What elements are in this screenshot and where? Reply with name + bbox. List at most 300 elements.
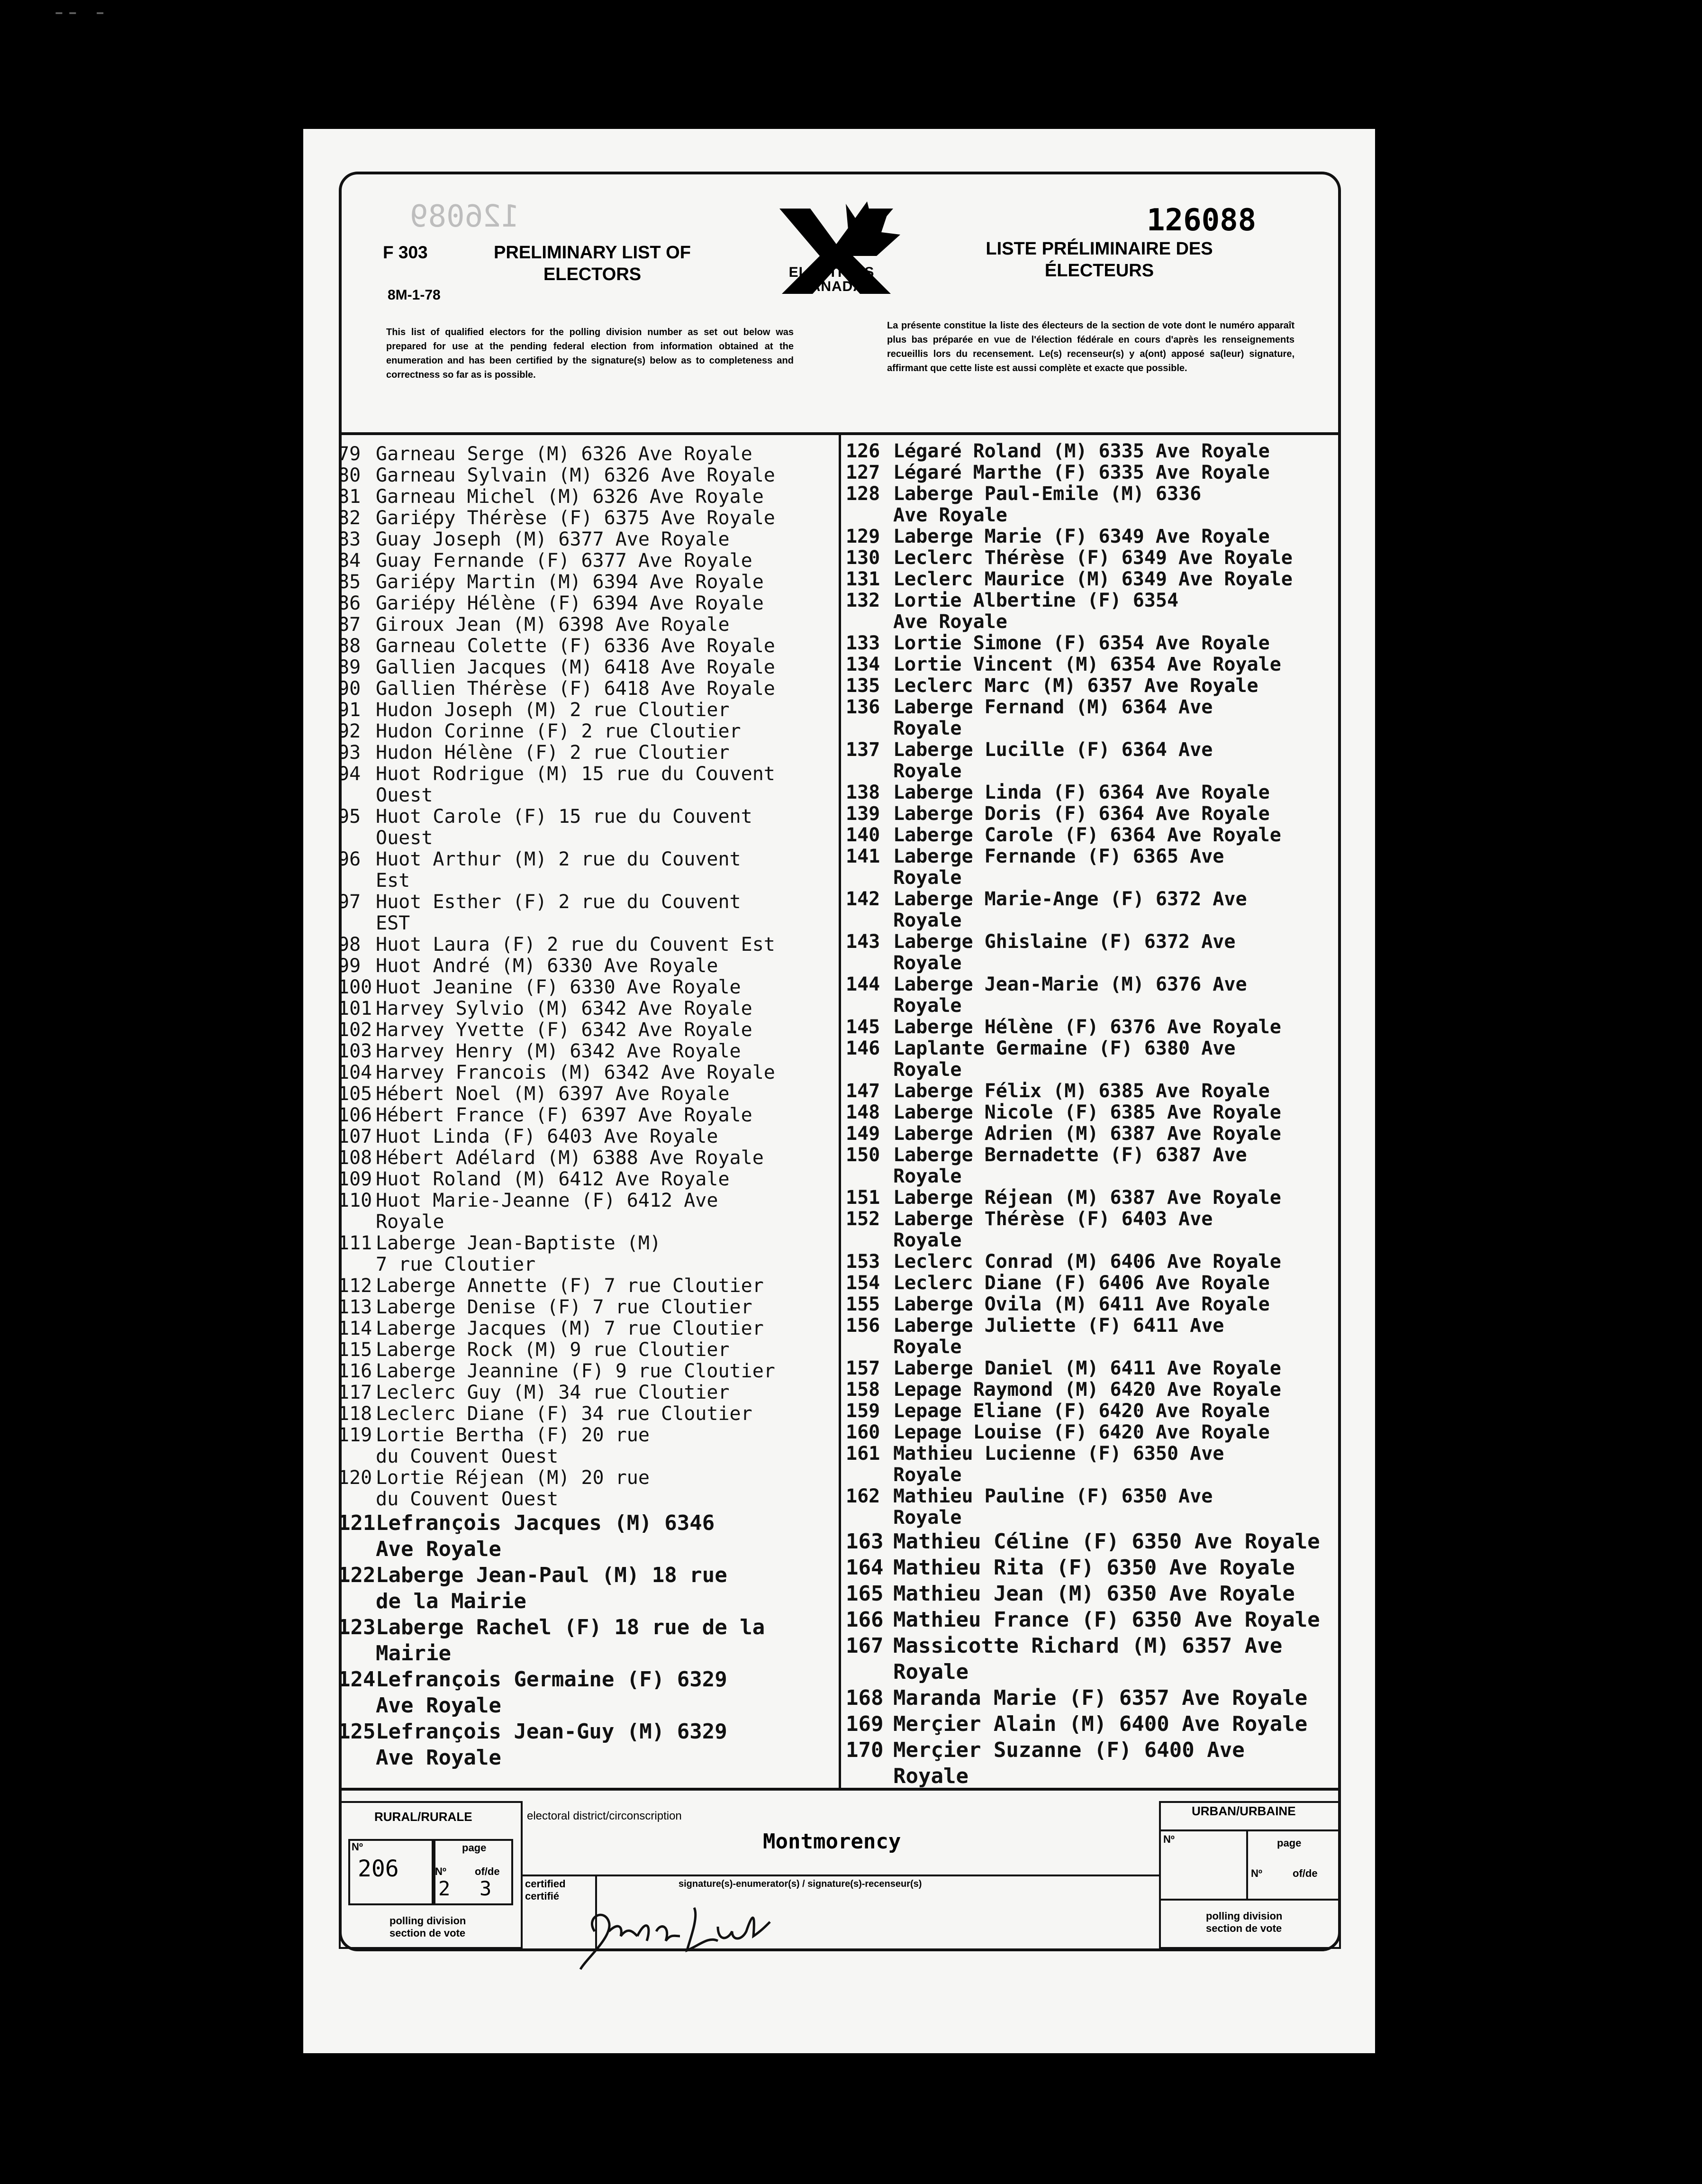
elector-entry (338, 1275, 840, 1297)
elector-entry (338, 806, 840, 849)
elector-entry (338, 1361, 840, 1382)
elector-number: 169 (846, 1712, 884, 1736)
elector-entry (338, 550, 840, 572)
elector-number: 104 (338, 1062, 372, 1083)
elector-number: 85 (338, 571, 361, 593)
elector-number: 95 (338, 806, 361, 828)
elector-details: Huot Marie-Jeanne (F) 6412 Ave Royale (376, 1190, 718, 1233)
elector-details: Lepage Louise (F) 6420 Ave Royale (893, 1421, 1270, 1443)
rural-label: RURAL/RURALE (374, 1810, 472, 1824)
elector-entry (338, 529, 840, 550)
elector-entry (338, 1339, 840, 1361)
elector-entry (846, 739, 1348, 782)
elector-number: 103 (338, 1040, 372, 1062)
elector-number: 123 (338, 1615, 376, 1639)
elector-number: 157 (846, 1357, 880, 1379)
elector-number: 170 (846, 1738, 884, 1762)
elector-details: Huot Linda (F) 6403 Ave Royale (376, 1126, 718, 1147)
elector-number: 158 (846, 1379, 880, 1401)
elector-number: 83 (338, 528, 361, 550)
elector-details: Hudon Corinne (F) 2 rue Cloutier (376, 720, 741, 742)
elector-entry (846, 1315, 1348, 1358)
elector-details: Lefrançois Jean-Guy (M) 6329 Ave Royale (376, 1720, 727, 1770)
elector-number: 115 (338, 1339, 372, 1361)
elector-details: Laberge Juliette (F) 6411 Ave Royale (893, 1315, 1224, 1358)
elector-details: Garneau Colette (F) 6336 Ave Royale (376, 635, 775, 657)
elector-number: 92 (338, 720, 361, 742)
elector-details: Laberge Denise (F) 7 rue Cloutier (376, 1296, 752, 1318)
elector-details: Huot André (M) 6330 Ave Royale (376, 955, 718, 977)
form-date: 8M-1-78 (388, 287, 441, 303)
elector-entry (846, 1358, 1348, 1379)
elector-details: Huot Carole (F) 15 rue du Couvent Ouest (376, 806, 752, 849)
elector-number: 128 (846, 483, 880, 505)
elector-number: 116 (338, 1360, 372, 1382)
elector-number: 148 (846, 1101, 880, 1123)
elector-details: Mathieu Jean (M) 6350 Ave Royale (893, 1582, 1295, 1606)
elector-entry (846, 846, 1348, 889)
urban-no2-label: Nº (1251, 1867, 1262, 1879)
elector-entry (338, 1019, 840, 1041)
elector-entry (338, 1425, 840, 1467)
elector-number: 130 (846, 547, 880, 569)
elector-number: 156 (846, 1315, 880, 1337)
elector-entry (846, 974, 1348, 1017)
elector-entry (846, 1529, 1348, 1555)
elector-details: Laberge Félix (M) 6385 Ave Royale (893, 1080, 1270, 1102)
elector-details: Harvey Yvette (F) 6342 Ave Royale (376, 1019, 752, 1041)
elector-entry (338, 956, 840, 977)
page-label: page (462, 1842, 487, 1854)
elector-entry (338, 1169, 840, 1190)
elector-details: Laberge Fernande (F) 6365 Ave Royale (893, 846, 1224, 889)
elector-details: Gariépy Martin (M) 6394 Ave Royale (376, 571, 764, 593)
elector-details: Laberge Thérèse (F) 6403 Ave Royale (893, 1208, 1213, 1251)
elector-entry (338, 1719, 840, 1771)
elector-entry (338, 486, 840, 508)
elector-details: Laplante Germaine (F) 6380 Ave Royale (893, 1037, 1236, 1081)
elector-entry (338, 892, 840, 934)
elector-details: Lortie Simone (F) 6354 Ave Royale (893, 632, 1270, 654)
elector-number: 126 (846, 440, 880, 462)
elector-details: Huot Laura (F) 2 rue du Couvent Est (376, 934, 775, 956)
urban-label: URBAN/URBAINE (1192, 1804, 1296, 1818)
elector-details: Hébert Adélard (M) 6388 Ave Royale (376, 1147, 764, 1169)
elector-entry (338, 444, 840, 465)
rural-number: 206 (358, 1856, 399, 1882)
elector-details: Huot Arthur (M) 2 rue du Couvent Est (376, 848, 741, 892)
elector-number: 147 (846, 1080, 880, 1102)
elector-details: Garneau Michel (M) 6326 Ave Royale (376, 486, 764, 508)
elector-number: 107 (338, 1126, 372, 1147)
elector-entry (846, 1123, 1348, 1145)
elector-number: 113 (338, 1296, 372, 1318)
elector-number: 120 (338, 1467, 372, 1489)
elector-number: 142 (846, 888, 880, 910)
district-label: electoral district/circonscription (527, 1810, 682, 1822)
elector-number: 122 (338, 1563, 376, 1587)
elector-number: 134 (846, 654, 880, 675)
elector-details: Lepage Eliane (F) 6420 Ave Royale (893, 1400, 1270, 1422)
elector-entry (338, 614, 840, 636)
elector-details: Laberge Jacques (M) 7 rue Cloutier (376, 1318, 764, 1339)
elector-entry (338, 1147, 840, 1169)
elector-entry (846, 1581, 1348, 1607)
elector-number: 135 (846, 675, 880, 697)
elector-details: Laberge Ovila (M) 6411 Ave Royale (893, 1293, 1270, 1315)
elector-entry (846, 1145, 1348, 1187)
elector-details: Leclerc Diane (F) 6406 Ave Royale (893, 1272, 1270, 1294)
elector-number: 165 (846, 1582, 884, 1606)
elector-entry (846, 569, 1348, 590)
elector-number: 150 (846, 1144, 880, 1166)
elector-details: Gallien Thérèse (F) 6418 Ave Royale (376, 678, 775, 700)
elector-details: Hébert France (F) 6397 Ave Royale (376, 1104, 752, 1126)
elector-details: Guay Joseph (M) 6377 Ave Royale (376, 528, 730, 550)
elector-details: Laberge Annette (F) 7 rue Cloutier (376, 1275, 764, 1297)
elector-details: Laberge Nicole (F) 6385 Ave Royale (893, 1101, 1281, 1123)
elector-number: 80 (338, 464, 361, 486)
elector-entry (338, 700, 840, 721)
enumerator-signature (576, 1889, 775, 1974)
elector-details: Mathieu Pauline (F) 6350 Ave Royale (893, 1485, 1213, 1529)
elector-number: 119 (338, 1424, 372, 1446)
elector-number: 160 (846, 1421, 880, 1443)
elector-entry (846, 441, 1348, 462)
elector-number: 149 (846, 1123, 880, 1145)
elector-number: 96 (338, 848, 361, 870)
elector-entry (846, 1555, 1348, 1581)
elector-details: Lepage Raymond (M) 6420 Ave Royale (893, 1379, 1281, 1401)
urban-of-label: of/de (1293, 1867, 1318, 1879)
title-english: PRELIMINARY LIST OF ELECTORS (494, 243, 691, 284)
elector-details: Laberge Fernand (M) 6364 Ave Royale (893, 696, 1213, 739)
elector-details: Mathieu Rita (F) 6350 Ave Royale (893, 1556, 1295, 1580)
elector-number: 151 (846, 1187, 880, 1209)
elector-number: 98 (338, 934, 361, 956)
elector-details: Hudon Hélène (F) 2 rue Cloutier (376, 742, 730, 764)
elector-details: Garneau Sylvain (M) 6326 Ave Royale (376, 464, 775, 486)
elector-number: 108 (338, 1147, 372, 1169)
elector-number: 146 (846, 1037, 880, 1059)
elector-details: Huot Esther (F) 2 rue du Couvent EST (376, 891, 741, 934)
elector-entry (338, 1403, 840, 1425)
intro-french: La présente constitue la liste des électeurs de la section de vote dont le numéro apparaît plus bas préparée en vue de l'élection fédérale en cours d'après les renseignements recueillis lors du recensement. Le(s) recenseur(s) y a(ont) apposé sa(leur) signature, affirmant que cette liste est aussi complète et exacte que possible. (887, 320, 1295, 373)
elector-details: Giroux Jean (M) 6398 Ave Royale (376, 614, 730, 636)
elector-details: Lortie Vincent (M) 6354 Ave Royale (893, 654, 1281, 675)
elector-number: 152 (846, 1208, 880, 1230)
elector-number: 114 (338, 1318, 372, 1339)
elector-number: 79 (338, 443, 361, 465)
serial-number: 126088 (1147, 203, 1257, 238)
elector-entry (338, 1062, 840, 1083)
elector-details: Laberge Rachel (F) 18 rue de la Mairie (376, 1615, 765, 1665)
elector-number: 97 (338, 891, 361, 913)
elector-details: Laberge Ghislaine (F) 6372 Ave Royale (893, 931, 1236, 974)
elector-details: Gariépy Thérèse (F) 6375 Ave Royale (376, 507, 775, 529)
elector-entry (338, 742, 840, 764)
elector-number: 118 (338, 1403, 372, 1425)
elector-entry (338, 1467, 840, 1510)
elector-entry (846, 1379, 1348, 1401)
elector-number: 141 (846, 846, 880, 867)
elector-details: Huot Roland (M) 6412 Ave Royale (376, 1168, 730, 1190)
elector-number: 163 (846, 1529, 884, 1554)
elector-entry (846, 1401, 1348, 1422)
elector-number: 121 (338, 1511, 376, 1535)
elector-entry (846, 782, 1348, 803)
elector-entry (338, 1083, 840, 1105)
elector-entry (846, 1017, 1348, 1038)
elector-entry (846, 1443, 1348, 1486)
elector-details: Gallien Jacques (M) 6418 Ave Royale (376, 656, 775, 678)
elector-entry (846, 803, 1348, 825)
elector-details: Lortie Albertine (F) 6354 Ave Royale (893, 590, 1179, 633)
elector-details: Laberge Linda (F) 6364 Ave Royale (893, 782, 1270, 803)
elector-details: Laberge Bernadette (F) 6387 Ave Royale (893, 1144, 1247, 1187)
elector-details: Lortie Réjean (M) 20 rue du Couvent Ouest (376, 1467, 650, 1510)
elector-number: 161 (846, 1443, 880, 1465)
elector-number: 99 (338, 955, 361, 977)
elector-number: 109 (338, 1168, 372, 1190)
elector-details: Lefrançois Germaine (F) 6329 Ave Royale (376, 1667, 727, 1718)
elector-entry (846, 1187, 1348, 1209)
elector-number: 86 (338, 592, 361, 614)
elector-entry (338, 465, 840, 486)
elector-entry (846, 526, 1348, 547)
elector-number: 93 (338, 742, 361, 764)
elector-entry (846, 590, 1348, 633)
elector-entry (338, 508, 840, 529)
elector-number: 162 (846, 1485, 880, 1507)
elector-entry (338, 1614, 840, 1666)
elector-details: Laberge Rock (M) 9 rue Cloutier (376, 1339, 730, 1361)
district-value: Montmorency (763, 1829, 901, 1854)
elector-entry (338, 1126, 840, 1147)
elector-list-left (338, 444, 840, 1771)
elector-entry (338, 1041, 840, 1062)
elector-details: Garneau Serge (M) 6326 Ave Royale (376, 443, 752, 465)
elector-entry (338, 998, 840, 1019)
elector-number: 94 (338, 763, 361, 785)
elector-details: Laberge Jean-Paul (M) 18 rue de la Mairie (376, 1563, 727, 1613)
elector-details: Leclerc Guy (M) 34 rue Cloutier (376, 1382, 730, 1403)
page-number: 2 (438, 1877, 451, 1900)
elector-entry (338, 1382, 840, 1403)
elector-details: Leclerc Diane (F) 34 rue Cloutier (376, 1403, 752, 1425)
elector-details: Harvey Henry (M) 6342 Ave Royale (376, 1040, 741, 1062)
elector-details: Merçier Suzanne (F) 6400 Ave Royale (893, 1738, 1245, 1788)
elector-entry (846, 675, 1348, 697)
elector-details: Guay Fernande (F) 6377 Ave Royale (376, 550, 752, 572)
elector-details: Leclerc Marc (M) 6357 Ave Royale (893, 675, 1258, 697)
elector-entry (338, 678, 840, 700)
elector-number: 127 (846, 462, 880, 483)
elector-details: Merçier Alain (M) 6400 Ave Royale (893, 1712, 1308, 1736)
elector-entry (846, 1633, 1348, 1685)
elector-details: Laberge Réjean (M) 6387 Ave Royale (893, 1187, 1281, 1209)
elector-details: Laberge Adrien (M) 6387 Ave Royale (893, 1123, 1281, 1145)
urban-no-label: Nº (1163, 1833, 1175, 1845)
elector-entry (846, 547, 1348, 569)
elector-details: Laberge Carole (F) 6364 Ave Royale (893, 824, 1281, 846)
elector-number: 100 (338, 976, 372, 998)
elector-number: 168 (846, 1686, 884, 1710)
elector-number: 164 (846, 1556, 884, 1580)
elector-number: 82 (338, 507, 361, 529)
elector-number: 84 (338, 550, 361, 572)
elector-number: 125 (338, 1720, 376, 1744)
elector-entry (846, 1273, 1348, 1294)
elector-entry (846, 1081, 1348, 1102)
elector-number: 137 (846, 739, 880, 761)
elector-number: 140 (846, 824, 880, 846)
elector-entry (846, 633, 1348, 654)
elector-number: 87 (338, 614, 361, 636)
elector-details: Harvey Sylvio (M) 6342 Ave Royale (376, 998, 752, 1019)
elector-entry (846, 1486, 1348, 1529)
page-no-label: Nº (435, 1866, 446, 1877)
page-of-label: of/de (475, 1866, 500, 1877)
district-rule (523, 1875, 1159, 1876)
elector-details: Leclerc Maurice (M) 6349 Ave Royale (893, 568, 1293, 590)
elector-number: 167 (846, 1634, 884, 1658)
logo-text: ELECTIONS CANADA (788, 264, 875, 294)
elector-entry (846, 825, 1348, 846)
elector-entry (338, 1510, 840, 1562)
elector-entry (846, 654, 1348, 675)
elector-details: Laberge Lucille (F) 6364 Ave Royale (893, 739, 1213, 782)
elector-number: 117 (338, 1382, 372, 1403)
elector-entry (846, 1209, 1348, 1251)
elector-entry (846, 1422, 1348, 1443)
elector-details: Mathieu Céline (F) 6350 Ave Royale (893, 1529, 1320, 1554)
elector-entry (338, 657, 840, 678)
elector-number: 139 (846, 803, 880, 825)
elector-details: Laberge Jean-Marie (M) 6376 Ave Royale (893, 974, 1247, 1017)
elector-entry (338, 1562, 840, 1614)
elector-number: 102 (338, 1019, 372, 1041)
elector-entry (338, 764, 840, 806)
elector-details: Mathieu Lucienne (F) 6350 Ave Royale (893, 1443, 1224, 1486)
elector-entry (846, 889, 1348, 931)
elector-number: 110 (338, 1190, 372, 1211)
elector-entry (338, 977, 840, 998)
intro-english: This list of qualified electors for the polling division number as set out below was prepared for use at the pending federal election from information obtained at the enumeration and has been certified by the signature(s) below as to completeness and correctness so far as is possible. (386, 327, 794, 380)
rural-no-label: Nº (352, 1841, 363, 1853)
elector-details: Huot Jeanine (F) 6330 Ave Royale (376, 976, 741, 998)
elector-details: Lefrançois Jacques (M) 6346 Ave Royale (376, 1511, 715, 1561)
elector-details: Laberge Marie (F) 6349 Ave Royale (893, 526, 1270, 547)
title-french: LISTE PRÉLIMINAIRE DES ÉLECTEURS (986, 239, 1213, 281)
elector-entry (338, 721, 840, 742)
elector-entry (846, 1711, 1348, 1737)
elector-entry (846, 1737, 1348, 1789)
elector-details: Maranda Marie (F) 6357 Ave Royale (893, 1686, 1308, 1710)
elector-number: 81 (338, 486, 361, 508)
elector-entry (338, 636, 840, 657)
elector-entry (846, 931, 1348, 974)
elector-entry (846, 1038, 1348, 1081)
elector-details: Gariépy Hélène (F) 6394 Ave Royale (376, 592, 764, 614)
elector-number: 88 (338, 635, 361, 657)
elector-number: 101 (338, 998, 372, 1019)
elector-details: Leclerc Thérèse (F) 6349 Ave Royale (893, 547, 1293, 569)
elector-number: 89 (338, 656, 361, 678)
elector-number: 132 (846, 590, 880, 611)
elector-entry (846, 462, 1348, 483)
elector-number: 166 (846, 1608, 884, 1632)
elector-entry (846, 1685, 1348, 1711)
elector-details: Lortie Bertha (F) 20 rue du Couvent Ouest (376, 1424, 650, 1467)
elector-entry (338, 849, 840, 892)
elector-number: 138 (846, 782, 880, 803)
elector-number: 145 (846, 1016, 880, 1038)
elector-entry (846, 483, 1348, 526)
elector-number: 105 (338, 1083, 372, 1105)
elector-list-right (846, 441, 1348, 1789)
elector-details: Laberge Jeannine (F) 9 rue Cloutier (376, 1360, 775, 1382)
elector-number: 129 (846, 526, 880, 547)
elector-entry (338, 572, 840, 593)
elector-entry (338, 934, 840, 956)
polling-division-label: polling division section de vote (389, 1915, 466, 1939)
elector-details: Laberge Marie-Ange (F) 6372 Ave Royale (893, 888, 1247, 931)
elector-details: Mathieu France (F) 6350 Ave Royale (893, 1608, 1320, 1632)
elector-number: 154 (846, 1272, 880, 1294)
elector-details: Hébert Noel (M) 6397 Ave Royale (376, 1083, 730, 1105)
urban-page-label: page (1277, 1837, 1302, 1849)
elector-entry (846, 1251, 1348, 1273)
elector-number: 144 (846, 974, 880, 995)
elector-number: 155 (846, 1293, 880, 1315)
page-total: 3 (480, 1877, 492, 1900)
elector-number: 91 (338, 699, 361, 721)
elector-details: Laberge Doris (F) 6364 Ave Royale (893, 803, 1270, 825)
certified-label: certified certifié (525, 1878, 566, 1902)
elector-number: 106 (338, 1104, 372, 1126)
elector-details: Laberge Hélène (F) 6376 Ave Royale (893, 1016, 1281, 1038)
elector-details: Laberge Jean-Baptiste (M) 7 rue Cloutier (376, 1232, 661, 1275)
elector-details: Légaré Marthe (F) 6335 Ave Royale (893, 462, 1270, 483)
elector-details: Laberge Paul-Emile (M) 6336 Ave Royale (893, 483, 1202, 526)
elector-details: Hudon Joseph (M) 2 rue Cloutier (376, 699, 730, 721)
elector-entry (338, 1233, 840, 1275)
signature-label: signature(s)-enumerator(s) / signature(s)-recenseur(s) (679, 1879, 922, 1889)
elector-entry (338, 1105, 840, 1126)
elector-details: Laberge Daniel (M) 6411 Ave Royale (893, 1357, 1281, 1379)
elector-entry (338, 1318, 840, 1339)
elector-entry (846, 1607, 1348, 1633)
corner-ghost: ¯¯ ¯ (52, 9, 107, 35)
elector-details: Harvey Francois (M) 6342 Ave Royale (376, 1062, 775, 1083)
elector-number: 136 (846, 696, 880, 718)
elector-number: 112 (338, 1275, 372, 1297)
elector-details: Légaré Roland (M) 6335 Ave Royale (893, 440, 1270, 462)
elector-entry (846, 1102, 1348, 1123)
elector-entry (338, 1297, 840, 1318)
elector-entry (338, 1190, 840, 1233)
elector-number: 131 (846, 568, 880, 590)
elector-number: 124 (338, 1667, 376, 1692)
elector-entry (338, 593, 840, 614)
elector-number: 111 (338, 1232, 372, 1254)
elector-details: Leclerc Conrad (M) 6406 Ave Royale (893, 1251, 1281, 1273)
form-number: F 303 (383, 243, 428, 262)
elector-number: 143 (846, 931, 880, 953)
serial-bleedthrough: 126089 (410, 199, 520, 234)
elector-entry (846, 1294, 1348, 1315)
